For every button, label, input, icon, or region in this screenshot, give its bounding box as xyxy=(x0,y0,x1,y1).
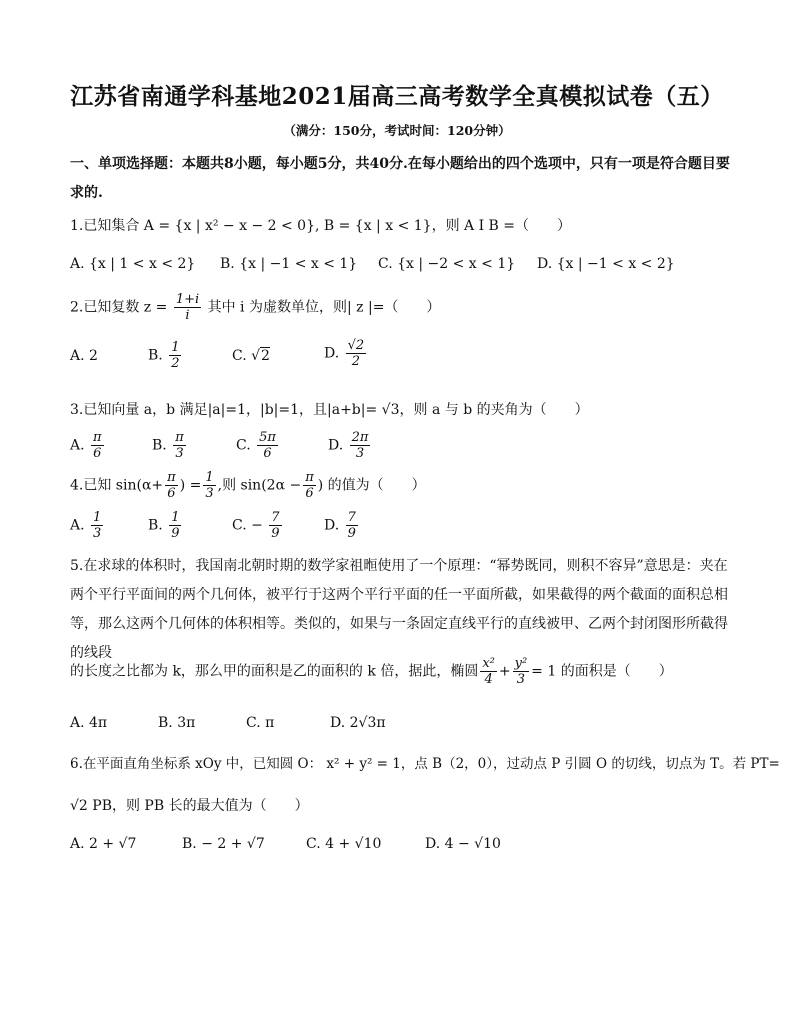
fraction-numerator: π xyxy=(93,430,102,445)
fraction-denominator: 6 xyxy=(263,446,272,461)
fraction-numerator: 1 xyxy=(171,340,180,355)
question-6-option-a: A. 2 + √7 xyxy=(70,836,137,852)
question-2-prefix: 2.已知复数 z = xyxy=(70,299,168,316)
fraction-numerator: y² xyxy=(514,656,528,671)
fraction-numerator: 1+i xyxy=(175,292,200,307)
option-fraction xyxy=(173,430,186,461)
fraction-numerator: √2 xyxy=(347,338,365,353)
question-1-stem: 1.已知集合 A = {x | x² − x − 2 < 0}, B = {x | x < 1}，则 A I B =（ ） xyxy=(70,218,572,234)
question-6-option-d: D. 4 − √10 xyxy=(425,836,501,852)
fraction-denominator: 6 xyxy=(167,486,176,501)
stem-fraction xyxy=(513,656,530,687)
fraction-denominator: 2 xyxy=(351,354,361,369)
option-fraction xyxy=(350,430,371,461)
option-label: A. xyxy=(70,437,85,454)
question-1-option-d: D. {x | −1 < x < 2} xyxy=(537,256,675,272)
stem-part: = 1 的面积是（ ） xyxy=(531,663,673,680)
fraction-denominator: 9 xyxy=(171,526,180,541)
question-6-line-2: √2 PB，则 PB 长的最大值为（ ） xyxy=(70,798,309,814)
question-4-option-d xyxy=(324,510,360,541)
question-5-option-b: B. 3π xyxy=(158,715,196,731)
fraction-denominator: 9 xyxy=(271,526,280,541)
fraction-denominator: 3 xyxy=(516,672,526,687)
question-4-stem xyxy=(70,470,426,501)
question-6-line-1: 6.在平面直角坐标系 xOy 中，已知圆 O： x² + y² = 1，点 B（2，0），过动点 P 引圆 O 的切线，切点为 T。若 PT= xyxy=(70,756,780,772)
fraction-numerator: 2π xyxy=(351,430,369,445)
question-5-option-d: D. 2√3π xyxy=(330,715,386,731)
stem-part: ) 的值为（ ） xyxy=(317,477,426,494)
option-fraction xyxy=(346,510,358,541)
fraction-denominator: 3 xyxy=(93,526,102,541)
option-label: A. xyxy=(70,517,85,534)
option-fraction xyxy=(269,510,281,541)
stem-fraction xyxy=(203,470,215,501)
fraction-numerator: 1 xyxy=(171,510,180,525)
page-title: 江苏省南通学科基地2021届高三高考数学全真模拟试卷（五） xyxy=(70,83,724,110)
fraction-numerator: π xyxy=(175,430,184,445)
option-fraction xyxy=(257,430,278,461)
option-label: D. xyxy=(324,345,340,362)
stem-part: 的长度之比都为 k，那么甲的面积是乙的面积的 k 倍，据此，椭圆 xyxy=(70,663,479,680)
stem-part: 4.已知 sin(α+ xyxy=(70,477,164,494)
fraction-denominator: 4 xyxy=(484,672,493,687)
section-heading: 一、单项选择题：本题共8小题，每小题5分，共40分.在每小题给出的四个选项中，只有一项是符合题目要求的. xyxy=(70,156,730,201)
question-1-option-c: C. {x | −2 < x < 1} xyxy=(378,256,516,272)
question-3-stem: 3.已知向量 a，b 满足|a|=1，|b|=1，且|a+b|= √3，则 a 与 b 的夹角为（ ） xyxy=(70,402,589,418)
option-label: D. xyxy=(328,437,344,454)
question-3-option-d xyxy=(328,430,372,461)
fraction-numerator: 5π xyxy=(259,430,276,445)
question-2-suffix: 其中 i 为虚数单位，则| z |=（ ） xyxy=(207,299,441,316)
question-2-option-b xyxy=(148,340,183,371)
question-6-option-b: B. − 2 + √7 xyxy=(182,836,265,852)
stem-fraction xyxy=(480,656,497,687)
fraction-numerator: 7 xyxy=(271,510,280,525)
stem-part: ,则 sin(2α − xyxy=(217,477,302,494)
radicand: 2 xyxy=(261,348,270,364)
fraction-denominator: 9 xyxy=(347,526,356,541)
fraction-numerator: π xyxy=(167,470,176,485)
question-2-option-d xyxy=(324,338,368,369)
option-fraction xyxy=(169,510,181,541)
question-1-option-b: B. {x | −1 < x < 1} xyxy=(220,256,358,272)
question-4-option-c xyxy=(232,510,284,541)
option-fraction xyxy=(91,430,104,461)
question-3-option-b xyxy=(152,430,188,461)
question-1-option-a: A. {x | 1 < x < 2} xyxy=(70,256,196,272)
fraction-numerator: x² xyxy=(482,656,495,671)
fraction-numerator: 1 xyxy=(205,470,214,485)
question-5-option-a: A. 4π xyxy=(70,715,108,731)
option-label: D. xyxy=(324,517,340,534)
fraction-denominator: 3 xyxy=(175,446,184,461)
question-2-option-c xyxy=(232,348,270,364)
option-label: C. − xyxy=(232,517,263,534)
option-label: B. xyxy=(152,437,167,454)
question-3-option-a xyxy=(70,430,106,461)
stem-fraction xyxy=(303,470,316,501)
option-label: C. xyxy=(236,437,251,454)
fraction-numerator: 1 xyxy=(93,510,102,525)
option-label: C. √ xyxy=(232,348,261,364)
fraction-denominator: i xyxy=(185,308,190,323)
fraction-denominator: 2 xyxy=(171,356,180,371)
fraction-numerator: π xyxy=(305,470,314,485)
question-2-fraction xyxy=(174,292,201,323)
question-4-option-a xyxy=(70,510,105,541)
fraction-denominator: 3 xyxy=(205,486,214,501)
stem-fraction xyxy=(165,470,178,501)
question-6-option-c: C. 4 + √10 xyxy=(306,836,382,852)
fraction-denominator: 6 xyxy=(93,446,102,461)
question-5-option-c: C. π xyxy=(246,715,275,731)
question-5-last-line xyxy=(70,656,673,687)
question-3-option-c xyxy=(236,430,280,461)
option-fraction xyxy=(169,340,181,371)
option-fraction xyxy=(346,338,367,369)
stem-part: ) = xyxy=(179,477,202,494)
question-2-stem xyxy=(70,292,440,323)
fraction-numerator: 7 xyxy=(347,510,356,525)
option-fraction xyxy=(91,510,103,541)
question-4-option-b xyxy=(148,510,183,541)
exam-info: （满分：150分，考试时间：120分钟） xyxy=(283,123,511,138)
fraction-denominator: 3 xyxy=(355,446,365,461)
question-5-text: 5.在求球的体积时，我国南北朝时期的数学家祖暅使用了一个原理：“幂势既同，则积不容异”意思是：夹在两个平行平面间的两个几何体，被平行于这两个平行平面的任一平面所截，如果截得的两个截面的面积总相等，那么这两个几何体的体积相等。类似的，如果与一条固定直线平行的直线被甲、乙两个封闭图形所截得的线段 xyxy=(70,558,728,661)
fraction-denominator: 6 xyxy=(305,486,314,501)
option-label: B. xyxy=(148,347,163,364)
question-2-option-a: A. 2 xyxy=(70,348,98,364)
option-label: B. xyxy=(148,517,163,534)
stem-part: + xyxy=(498,663,511,680)
